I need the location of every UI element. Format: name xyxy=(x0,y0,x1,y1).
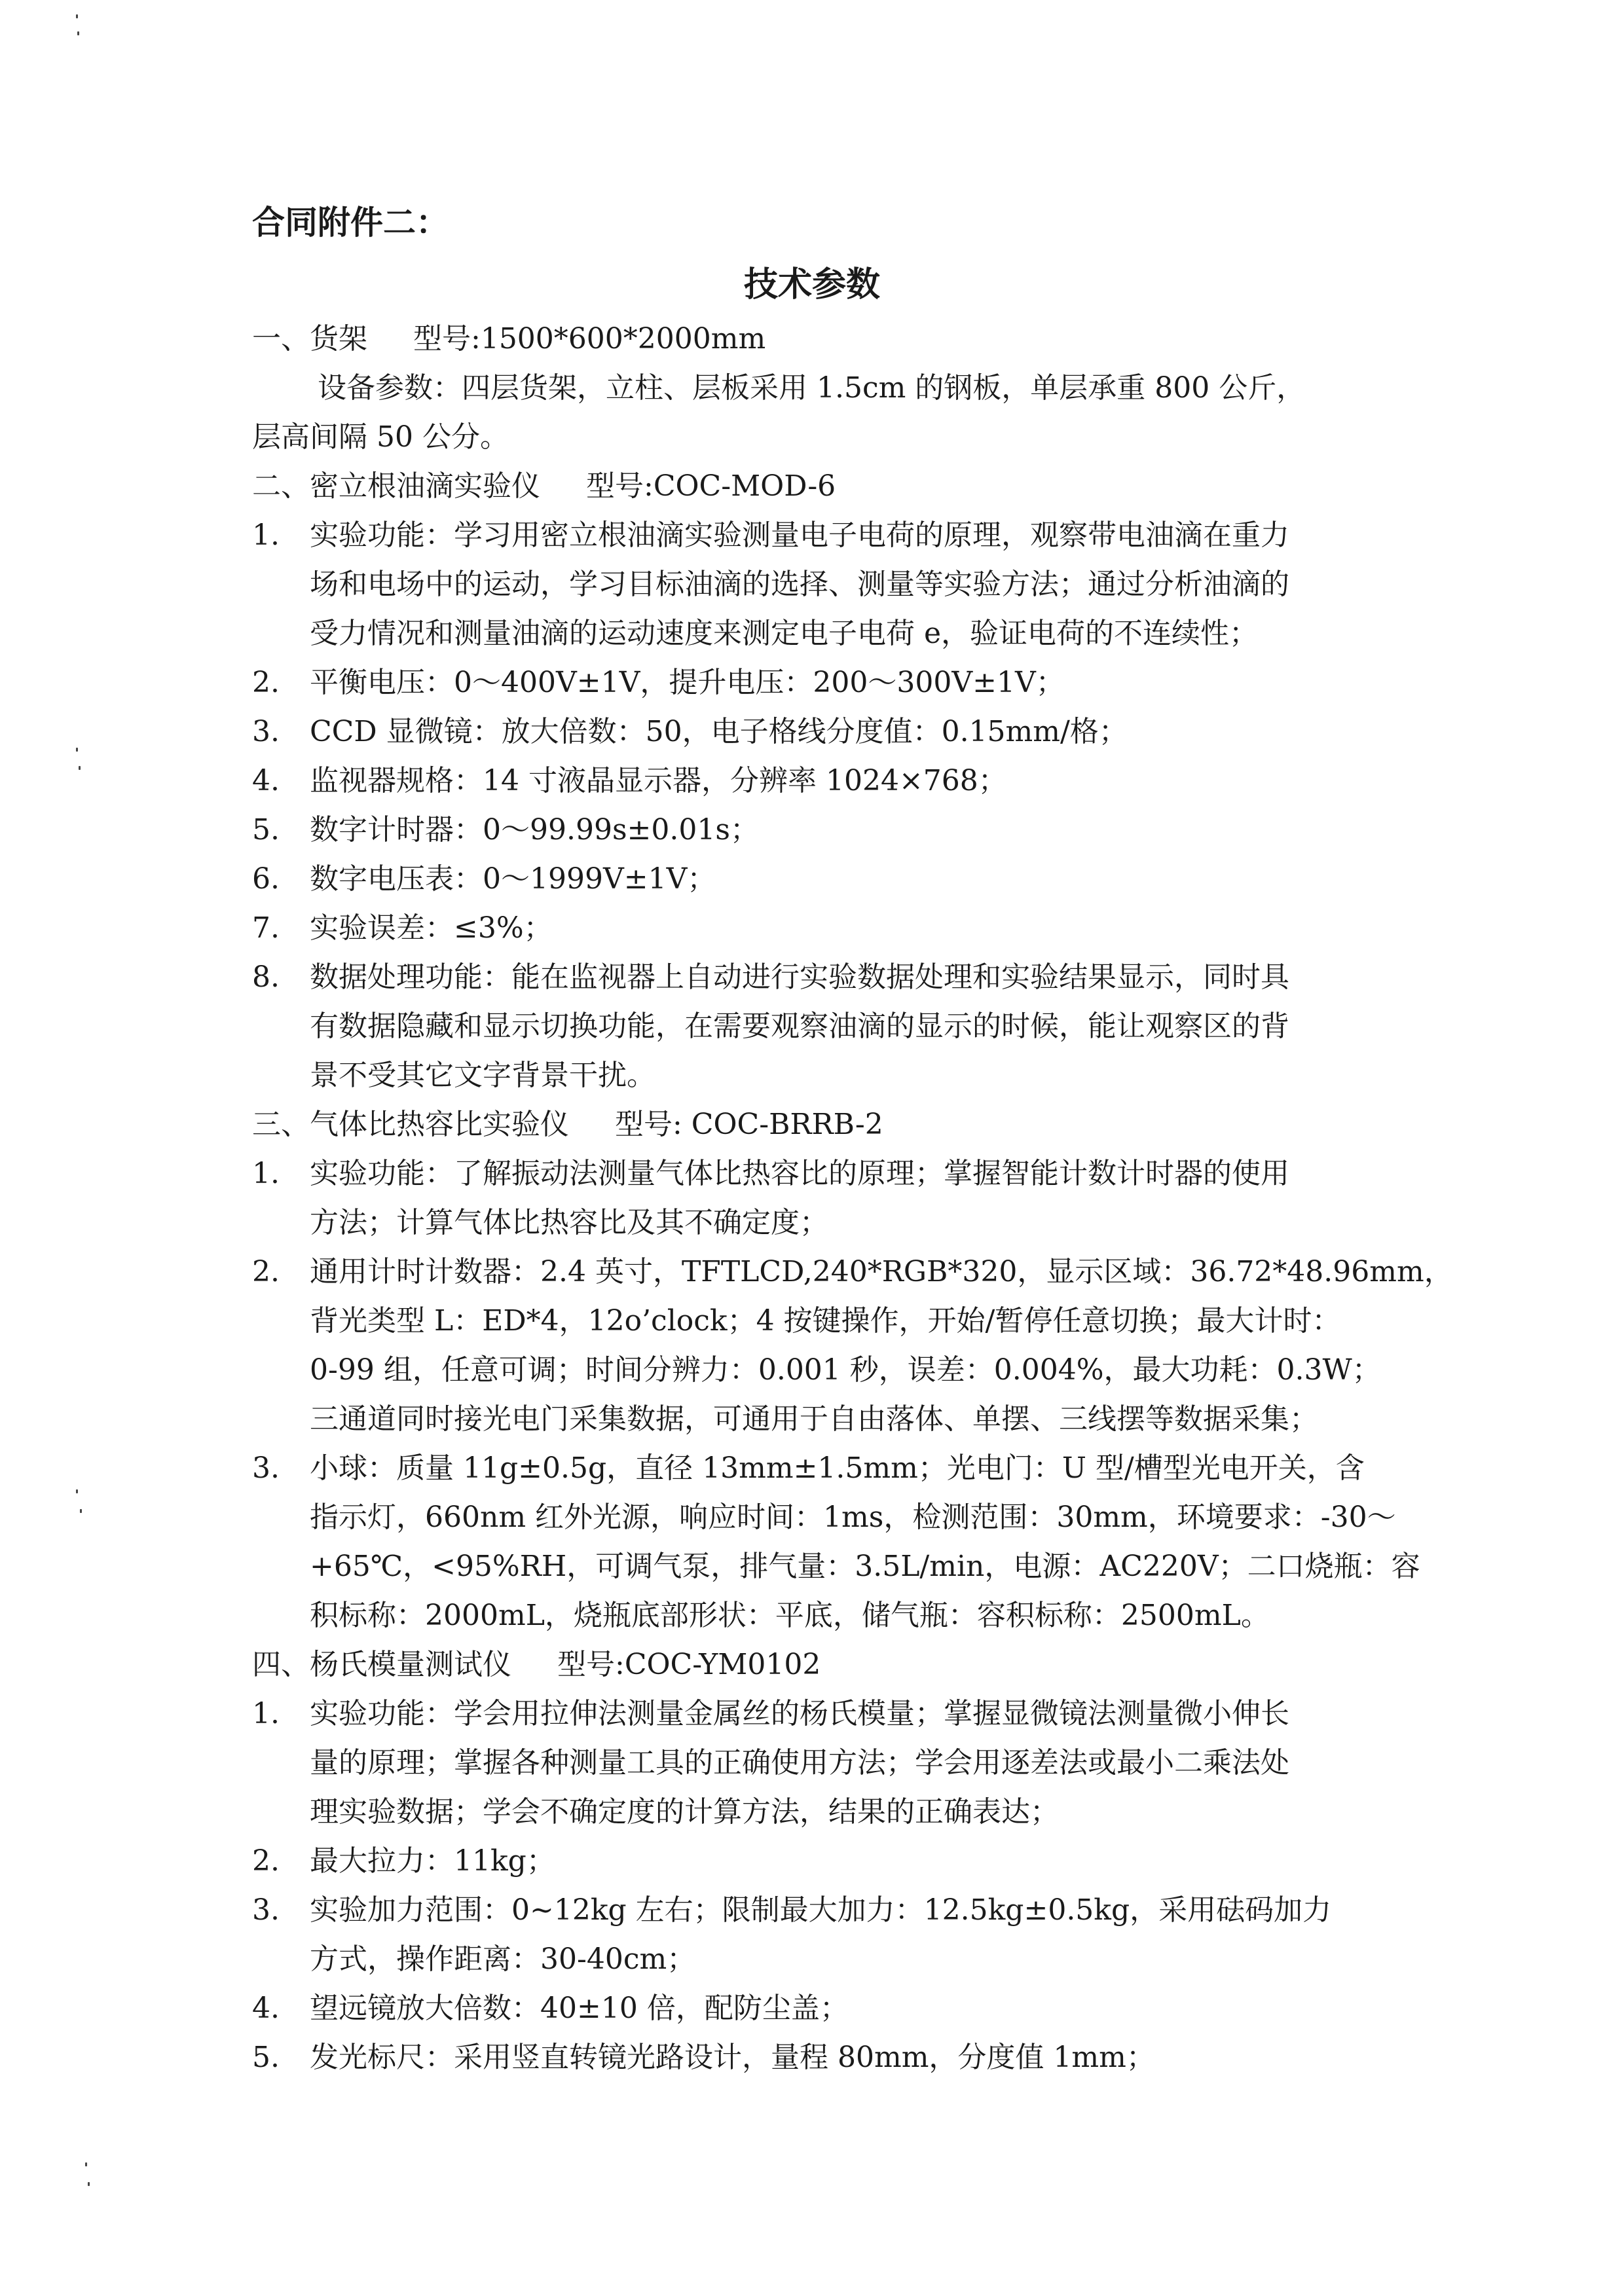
item-text: 量的原理；掌握各种测量工具的正确使用方法；学会用逐差法或最小二乘法处 xyxy=(310,1746,1289,1779)
section-heading-gas-heat-ratio xyxy=(252,1100,1444,1149)
item-text: 背光类型 L：ED*4，12o’clock；4 按键操作，开始/暂停任意切换；最大计时： xyxy=(310,1304,1341,1338)
item-text: 实验功能：学会用拉伸法测量金属丝的杨氏模量；掌握显微镜法测量微小伸长 xyxy=(310,1697,1289,1730)
spec-item xyxy=(252,903,1444,953)
item-text: CCD 显微镜：放大倍数：50，电子格线分度值：0.15mm/格； xyxy=(310,715,1128,748)
item-number: 1. xyxy=(252,519,280,552)
spec-item xyxy=(252,805,1444,854)
item-text: 发光标尺：采用竖直转镜光路设计，量程 80mm，分度值 1mm； xyxy=(310,2041,1155,2074)
spec-item xyxy=(252,511,1444,658)
item-text: 积标称：2000mL，烧瓶底部形状：平底，储气瓶：容积标称：2500mL。 xyxy=(310,1599,1270,1632)
item-text: +65℃，<95%RH，可调气泵，排气量：3.5L/min，电源：AC220V；二口烧瓶：容 xyxy=(310,1550,1420,1583)
scan-artifact xyxy=(76,14,78,18)
item-text: 望远镜放大倍数：40±10 倍，配防尘盖； xyxy=(310,1992,849,2025)
item-number: 3. xyxy=(252,1451,280,1485)
item-text: 场和电场中的运动，学习目标油滴的选择、测量等实验方法；通过分析油滴的 xyxy=(310,568,1289,601)
item-number: 4. xyxy=(252,1992,280,2025)
scan-artifact xyxy=(85,2162,87,2166)
spec-item xyxy=(252,2033,1444,2082)
item-text: 实验误差：≤3%； xyxy=(310,911,553,945)
section-name: 三、气体比热容比实验仪 xyxy=(252,1108,569,1141)
item-number: 5. xyxy=(252,813,280,847)
scan-artifact xyxy=(88,2182,90,2186)
item-text: 实验功能：了解振动法测量气体比热容比的原理；掌握智能计数计时器的使用 xyxy=(310,1157,1289,1190)
spec-item xyxy=(252,1689,1444,1836)
item-text: 0-99 组，任意可调；时间分辨力：0.001 秒，误差：0.004%，最大功耗：0.3W； xyxy=(310,1353,1381,1387)
spec-item xyxy=(252,756,1444,805)
item-text: 实验功能：学习用密立根油滴实验测量电子电荷的原理，观察带电油滴在重力 xyxy=(310,519,1289,552)
item-number: 6. xyxy=(252,862,280,896)
item-text: 数字计时器：0～99.99s±0.01s； xyxy=(310,813,759,847)
item-text: 实验加力范围：0~12kg 左右；限制最大加力：12.5kg±0.5kg，采用砝码加力 xyxy=(310,1893,1332,1927)
spec-item xyxy=(252,1984,1444,2033)
section-model: 型号:COC-MOD-6 xyxy=(586,469,836,503)
item-text: 数据处理功能：能在监视器上自动进行实验数据处理和实验结果显示，同时具 xyxy=(310,960,1289,994)
item-text: 通用计时计数器：2.4 英寸，TFTLCD,240*RGB*320，显示区域：36.72*48.96mm， xyxy=(310,1255,1453,1288)
item-text: 理实验数据；学会不确定度的计算方法，结果的正确表达； xyxy=(310,1795,1059,1829)
item-number: 8. xyxy=(252,960,280,994)
item-number: 1. xyxy=(252,1697,280,1730)
section-heading-youngs-modulus xyxy=(252,1640,1444,1689)
item-number: 1. xyxy=(252,1157,280,1190)
item-text: 最大拉力：11kg； xyxy=(310,1844,555,1878)
attachment-title: 合同附件二： xyxy=(252,204,449,242)
spec-item xyxy=(252,953,1444,1100)
section-model: 型号:COC-YM0102 xyxy=(557,1648,821,1681)
section-name: 二、密立根油滴实验仪 xyxy=(252,469,540,503)
scan-artifact xyxy=(80,1509,82,1513)
section-model: 型号: COC-BRRB-2 xyxy=(615,1108,883,1141)
item-number: 3. xyxy=(252,1893,280,1927)
item-text: 景不受其它文字背景干扰。 xyxy=(310,1059,655,1092)
item-text: 平衡电压：0～400V±1V，提升电压：200～300V±1V； xyxy=(310,666,1065,699)
item-text: 监视器规格：14 寸液晶显示器，分辨率 1024×768； xyxy=(310,764,1007,797)
item-number: 2. xyxy=(252,1255,280,1288)
spec-item xyxy=(252,854,1444,903)
item-text: 指示灯，660nm 红外光源，响应时间：1ms，检测范围：30mm，环境要求：-30～ xyxy=(310,1501,1396,1534)
section-model: 型号:1500*600*2000mm xyxy=(413,322,766,355)
section-name: 四、杨氏模量测试仪 xyxy=(252,1648,511,1681)
item-text: 有数据隐藏和显示切换功能，在需要观察油滴的显示的时候，能让观察区的背 xyxy=(310,1010,1289,1043)
item-text: 数字电压表：0～1999V±1V； xyxy=(310,862,716,896)
item-text: 受力情况和测量油滴的运动速度来测定电子电荷 e，验证电荷的不连续性； xyxy=(310,617,1259,650)
item-text: 小球：质量 11g±0.5g，直径 13mm±1.5mm；光电门：U 型/槽型光电开关，含 xyxy=(310,1451,1365,1485)
item-number: 2. xyxy=(252,1844,280,1878)
section-paragraph: 设备参数：四层货架，立柱、层板采用 1.5cm 的钢板，单层承重 800 公斤， xyxy=(318,371,1306,405)
item-number: 3. xyxy=(252,715,280,748)
section-heading-millikan xyxy=(252,462,1444,511)
scan-artifact xyxy=(77,31,79,35)
document-body xyxy=(252,314,1453,2082)
spec-item xyxy=(252,707,1444,756)
item-text: 三通道同时接光电门采集数据，可通用于自由落体、单摆、三线摆等数据采集； xyxy=(310,1402,1318,1436)
spec-item xyxy=(252,1836,1444,1886)
spec-item xyxy=(252,1149,1444,1247)
item-number: 5. xyxy=(252,2041,280,2074)
item-number: 2. xyxy=(252,666,280,699)
section-paragraph: 层高间隔 50 公分。 xyxy=(252,420,509,454)
item-text: 方式，操作距离：30-40cm； xyxy=(310,1942,696,1976)
item-text: 方法；计算气体比热容比及其不确定度； xyxy=(310,1206,828,1239)
spec-item xyxy=(252,1444,1444,1640)
scan-artifact xyxy=(76,748,78,752)
spec-item xyxy=(252,1247,1453,1444)
spec-item xyxy=(252,1886,1444,1984)
spec-item xyxy=(252,658,1444,707)
item-number: 4. xyxy=(252,764,280,797)
item-number: 7. xyxy=(252,911,280,945)
section-heading-shelf xyxy=(252,314,1444,363)
scan-artifact xyxy=(76,1489,78,1493)
scan-artifact xyxy=(79,766,81,770)
document-title: 技术参数 xyxy=(743,265,880,304)
section-name: 一、货架 xyxy=(252,322,367,355)
